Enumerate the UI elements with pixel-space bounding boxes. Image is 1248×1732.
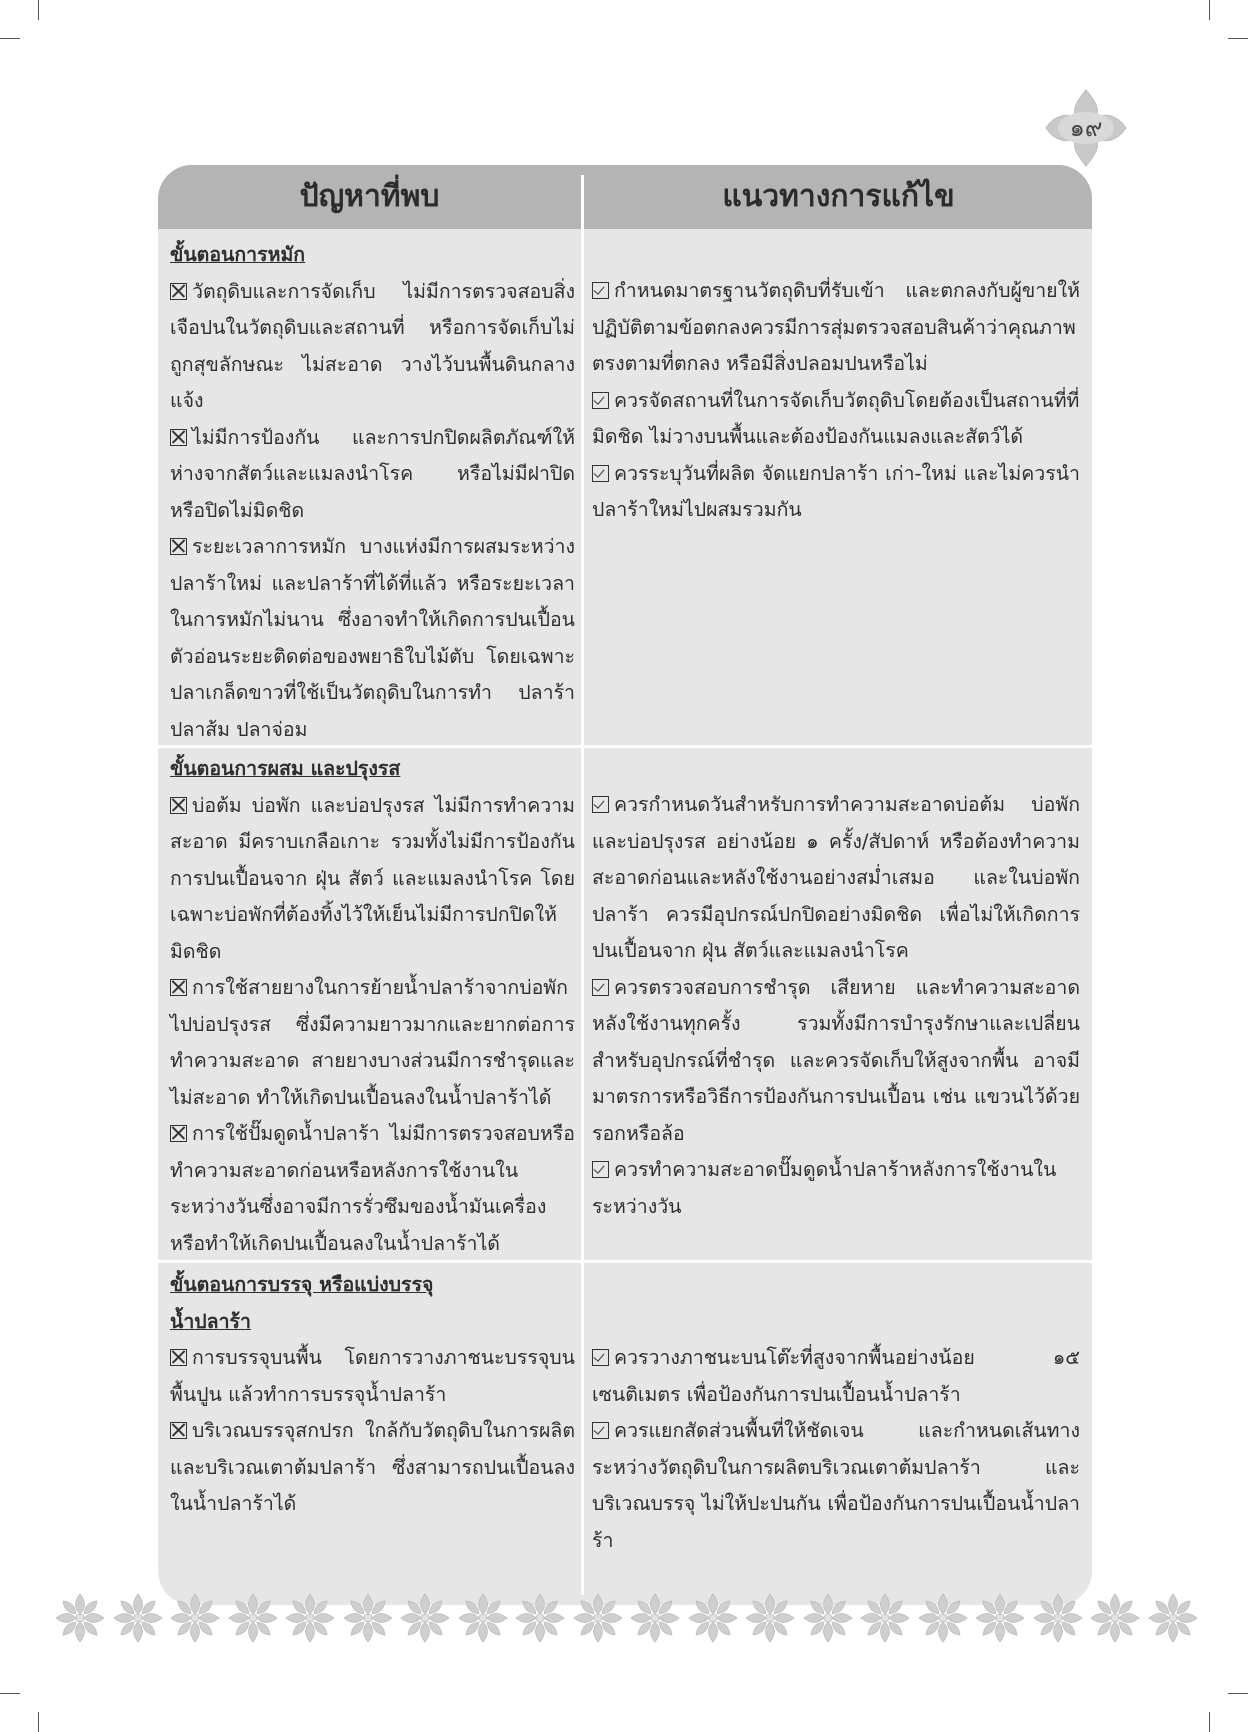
floral-ornament-icon: [455, 1590, 511, 1646]
check-box-icon: [592, 282, 609, 299]
problem-text: การใช้ปั๊มดูดน้ำปลาร้า ไม่มีการตรวจสอบหรือทำความสะอาดก่อนหรือหลังการใช้งานในระหว่างวันซึ่งอาจมีการรั่วซึมของน้ำมันเครื่องหรือทำให้เกิดปนเปื้อนลงในน้ำปลาร้าได้: [170, 1122, 575, 1255]
floral-ornament-icon: [340, 1590, 396, 1646]
check-box-icon: [592, 1349, 609, 1366]
section-3-solutions: [592, 1340, 1080, 1559]
solution-text: ควรระบุวันที่ผลิต จัดแยกปลาร้า เก่า-ใหม่ และไม่ควรนำปลาร้าใหม่ไปผสมรวมกัน: [592, 461, 1080, 521]
section-3-problems: [170, 1267, 575, 1523]
solution-text: ควรกำหนดวันสำหรับการทำความสะอาดบ่อต้ม บ่อพักและบ่อปรุงรส อย่างน้อย ๑ ครั้ง/สัปดาห์ หรือต้องทำความสะอาดก่อนและหลังใช้งานอย่างสม่ำเสมอ และในบ่อพักปลาร้า ควรมีอุปกรณ์ปกปิดอย่างมิดชิด เพื่อไม่ให้เกิดการปนเปื้อนจาก ฝุ่น สัตว์และแมลงนำโรค: [592, 793, 1080, 962]
table-header: [158, 165, 1092, 229]
cross-box-icon: [170, 283, 187, 300]
problem-item: [170, 788, 575, 971]
cross-box-icon: [170, 1422, 187, 1439]
floral-ornament-icon: [397, 1590, 453, 1646]
column-divider: [581, 175, 584, 1595]
crop-mark: [38, 0, 39, 20]
cross-box-icon: [170, 979, 187, 996]
section-1-problems: [170, 237, 575, 748]
page-number: ๑๙: [1069, 114, 1103, 142]
crop-mark: [1209, 1712, 1210, 1732]
section-title: ขั้นตอนการผสม และปรุงรส: [170, 757, 401, 780]
check-box-icon: [592, 1161, 609, 1178]
solution-item: [592, 383, 1080, 456]
floral-ornament-icon: [225, 1590, 281, 1646]
floral-ornament-icon: [857, 1590, 913, 1646]
solution-item: [592, 970, 1080, 1153]
problem-text: ระยะเวลาการหมัก บางแห่งมีการผสมระหว่างปลาร้าใหม่ และปลาร้าที่ได้ที่แล้ว หรือระยะเวลาในการหมักไม่นาน ซึ่งอาจทำให้เกิดการปนเปื้อนตัวอ่อนระยะติดต่อของพยาธิใบไม้ตับ โดยเฉพาะปลาเกล็ดขาวที่ใช้เป็นวัตถุดิบในการทำ ปลาร้า ปลาส้ม ปลาจ่อม: [170, 535, 575, 741]
crop-mark: [1228, 1693, 1248, 1694]
crop-mark: [38, 1712, 39, 1732]
problem-solution-table: [158, 165, 1092, 1605]
problem-item: [170, 1340, 575, 1413]
solution-text: ควรวางภาชนะบนโต๊ะที่สูงจากพื้นอย่างน้อย ๑๕ เซนติเมตร เพื่อป้องกันการปนเปื้อนน้ำปลาร้า: [592, 1346, 1080, 1406]
solution-item: [592, 1340, 1080, 1413]
cross-box-icon: [170, 797, 187, 814]
check-box-icon: [592, 392, 609, 409]
crop-mark: [0, 1693, 20, 1694]
solution-item: [592, 1152, 1080, 1225]
crop-mark: [1209, 0, 1210, 20]
decorative-border: [52, 1590, 1202, 1646]
check-box-icon: [592, 465, 609, 482]
crop-mark: [1228, 38, 1248, 39]
problem-item: [170, 529, 575, 748]
solution-text: ควรทำความสะอาดปั๊มดูดน้ำปลาร้าหลังการใช้งานในระหว่างวัน: [592, 1158, 1057, 1218]
check-box-icon: [592, 796, 609, 813]
section-title: ขั้นตอนการบรรจุ หรือแบ่งบรรจุ: [170, 1273, 434, 1296]
floral-ornament-icon: [282, 1590, 338, 1646]
problem-text: ไม่มีการป้องกัน และการปกปิดผลิตภัณฑ์ให้ห่างจากสัตว์และแมลงนำโรค หรือไม่มีฝาปิด หรือปิดไม่มิดชิด: [170, 425, 575, 522]
problem-item: [170, 274, 575, 420]
floral-ornament-icon: [570, 1590, 626, 1646]
floral-ornament-icon: [167, 1590, 223, 1646]
solution-text: ควรแยกสัดส่วนพื้นที่ให้ชัดเจน และกำหนดเส้นทางระหว่างวัตถุดิบในการผลิตบริเวณเตาต้มปลาร้า และบริเวณบรรจุ ไม่ให้ปะปนกัน เพื่อป้องกันการปนเปื้อนน้ำปลาร้า: [592, 1419, 1080, 1552]
problem-text: วัตถุดิบและการจัดเก็บ ไม่มีการตรวจสอบสิ่งเจือปนในวัตถุดิบและสถานที่ หรือการจัดเก็บไม่ถูกสุขลักษณะ ไม่สะอาด วางไว้บนพื้นดินกลางแจ้ง: [170, 279, 575, 412]
problem-text: บริเวณบรรจุสกปรก ใกล้กับวัตถุดิบในการผลิตและบริเวณเตาต้มปลาร้า ซึ่งสามารถปนเปื้อนลงในน้ำปลาร้าได้: [170, 1419, 575, 1515]
floral-ornament-icon: [627, 1590, 683, 1646]
floral-ornament-icon: [1145, 1590, 1201, 1646]
cross-box-icon: [170, 429, 187, 446]
problem-item: [170, 1413, 575, 1523]
floral-ornament-icon: [1030, 1590, 1086, 1646]
solution-text: ควรจัดสถานที่ในการจัดเก็บวัตถุดิบโดยต้องเป็นสถานที่ที่มิดชิด ไม่วางบนพื้นและต้องป้องกันแมลงและสัตว์ได้: [592, 388, 1080, 448]
check-box-icon: [592, 979, 609, 996]
problem-text: การบรรจุบนพื้น โดยการวางภาชนะบรรจุบนพื้นปูน แล้วทำการบรรจุน้ำปลาร้า: [170, 1346, 575, 1406]
floral-ornament-icon: [972, 1590, 1028, 1646]
problem-item: [170, 970, 575, 1116]
problem-item: [170, 1116, 575, 1262]
solution-text: ควรตรวจสอบการชำรุด เสียหาย และทำความสะอาดหลังใช้งานทุกครั้ง รวมทั้งมีการบำรุงรักษาและเปลี่ยนสำหรับอุปกรณ์ที่ชำรุด และควรจัดเก็บให้สูงจากพื้น อาจมีมาตรการหรือวิธีการป้องกันการปนเปื้อน เช่น แขวนไว้ด้วยรอกหรือล้อ: [592, 975, 1080, 1145]
section-1-solutions: [592, 273, 1080, 529]
cross-box-icon: [170, 538, 187, 555]
floral-ornament-icon: [742, 1590, 798, 1646]
check-box-icon: [592, 1422, 609, 1439]
problem-item: [170, 420, 575, 530]
solution-item: [592, 787, 1080, 970]
floral-ornament-icon: [110, 1590, 166, 1646]
solution-item: [592, 456, 1080, 529]
floral-ornament-icon: [512, 1590, 568, 1646]
solution-item: [592, 1413, 1080, 1559]
section-title: ขั้นตอนการหมัก: [170, 243, 306, 266]
floral-ornament-icon: [685, 1590, 741, 1646]
section-2-problems: [170, 751, 575, 1262]
crop-mark: [0, 38, 20, 39]
section-title-line2: น้ำปลาร้า: [170, 1309, 251, 1333]
section-2-solutions: [592, 787, 1080, 1225]
problem-text: บ่อต้ม บ่อพัก และบ่อปรุงรส ไม่มีการทำความสะอาด มีคราบเกลือเกาะ รวมทั้งไม่มีการป้องกันการปนเปื้อนจาก ฝุ่น สัตว์ และแมลงนำโรค โดยเฉพาะบ่อพักที่ต้องทิ้งไว้ให้เย็นไม่มีการปกปิดให้มิดชิด: [170, 793, 575, 963]
page-number-badge: [1044, 88, 1128, 168]
header-solutions: แนวทางการแก้ไข: [722, 179, 955, 214]
floral-ornament-icon: [915, 1590, 971, 1646]
problem-text: การใช้สายยางในการย้ายน้ำปลาร้าจากบ่อพักไปบ่อปรุงรส ซึ่งมีความยาวมากและยากต่อการทำความสะอาด สายยางบางส่วนมีการชำรุดและไม่สะอาด ทำให้เกิดปนเปื้อนลงในน้ำปลาร้าได้: [170, 976, 575, 1109]
floral-ornament-icon: [1087, 1590, 1143, 1646]
solution-item: [592, 273, 1080, 383]
floral-ornament-icon: [800, 1590, 856, 1646]
floral-ornament-icon: [52, 1590, 108, 1646]
cross-box-icon: [170, 1349, 187, 1366]
cross-box-icon: [170, 1125, 187, 1142]
header-problems: ปัญหาที่พบ: [299, 179, 440, 214]
solution-text: กำหนดมาตรฐานวัตถุดิบที่รับเข้า และตกลงกับผู้ขายให้ปฏิบัติตามข้อตกลงควรมีการสุ่มตรวจสอบสินค้าว่าคุณภาพตรงตามที่ตกลง หรือมีสิ่งปลอมปนหรือไม่: [592, 279, 1080, 375]
